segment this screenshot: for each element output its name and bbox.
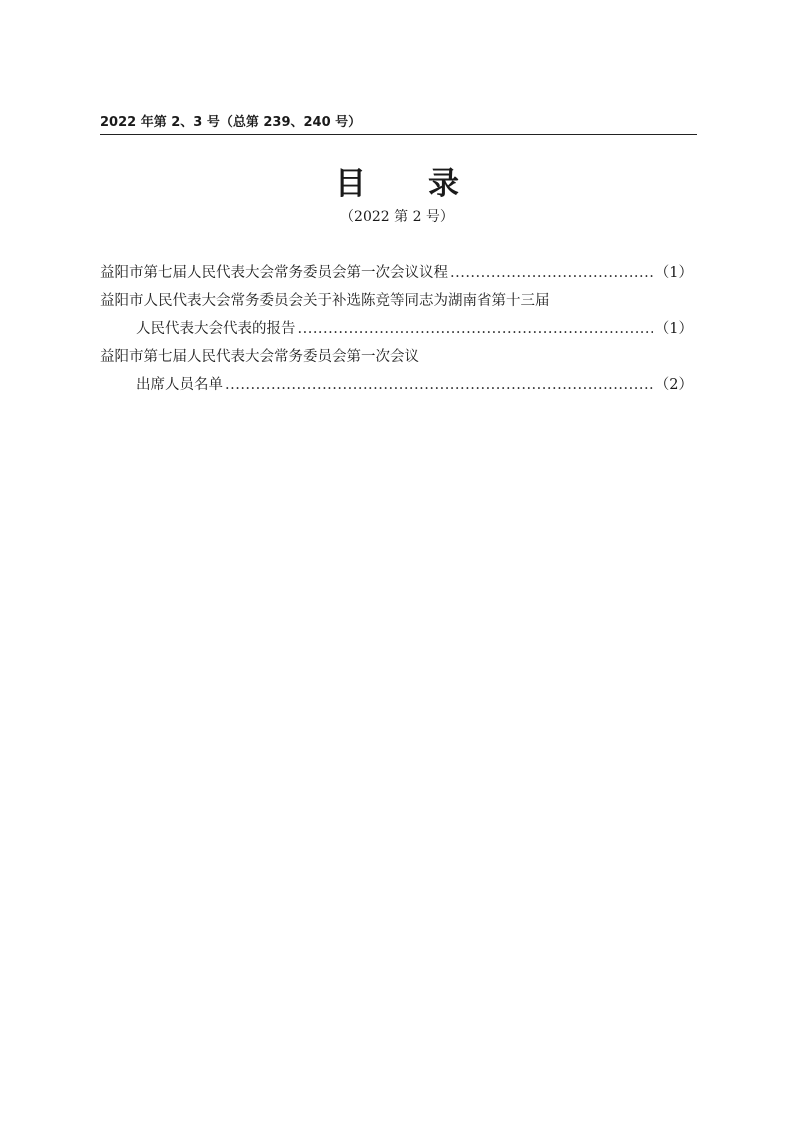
issue-label: 2022 年第 2、3 号（总第 239、240 号） (100, 115, 362, 130)
toc-page-number: （1） (654, 321, 693, 337)
toc-entry-title: 出席人员名单 (136, 377, 223, 393)
table-of-contents (100, 262, 693, 402)
toc-entry[interactable] (100, 290, 693, 318)
toc-entry-title: 人民代表大会代表的报告 (136, 321, 296, 337)
toc-entry-continuation[interactable] (100, 374, 693, 402)
toc-entry-title: 益阳市人民代表大会常务委员会关于补选陈竞等同志为湖南省第十三届 (100, 293, 550, 309)
issue-header (100, 114, 697, 135)
toc-entry-title: 益阳市第七届人民代表大会常务委员会第一次会议议程 (100, 265, 448, 281)
toc-entry-title: 益阳市第七届人民代表大会常务委员会第一次会议 (100, 349, 419, 365)
toc-leader-dots (450, 262, 653, 284)
page-subtitle: （2022 第 2 号） (340, 209, 454, 225)
toc-page-number: （1） (654, 265, 693, 281)
page-title: 目录 (335, 166, 521, 202)
toc-leader-dots (225, 374, 653, 396)
toc-entry[interactable] (100, 262, 693, 290)
toc-leader-dots (298, 318, 653, 340)
toc-entry-continuation[interactable] (100, 318, 693, 346)
toc-entry[interactable] (100, 346, 693, 374)
toc-page-number: （2） (654, 377, 693, 393)
